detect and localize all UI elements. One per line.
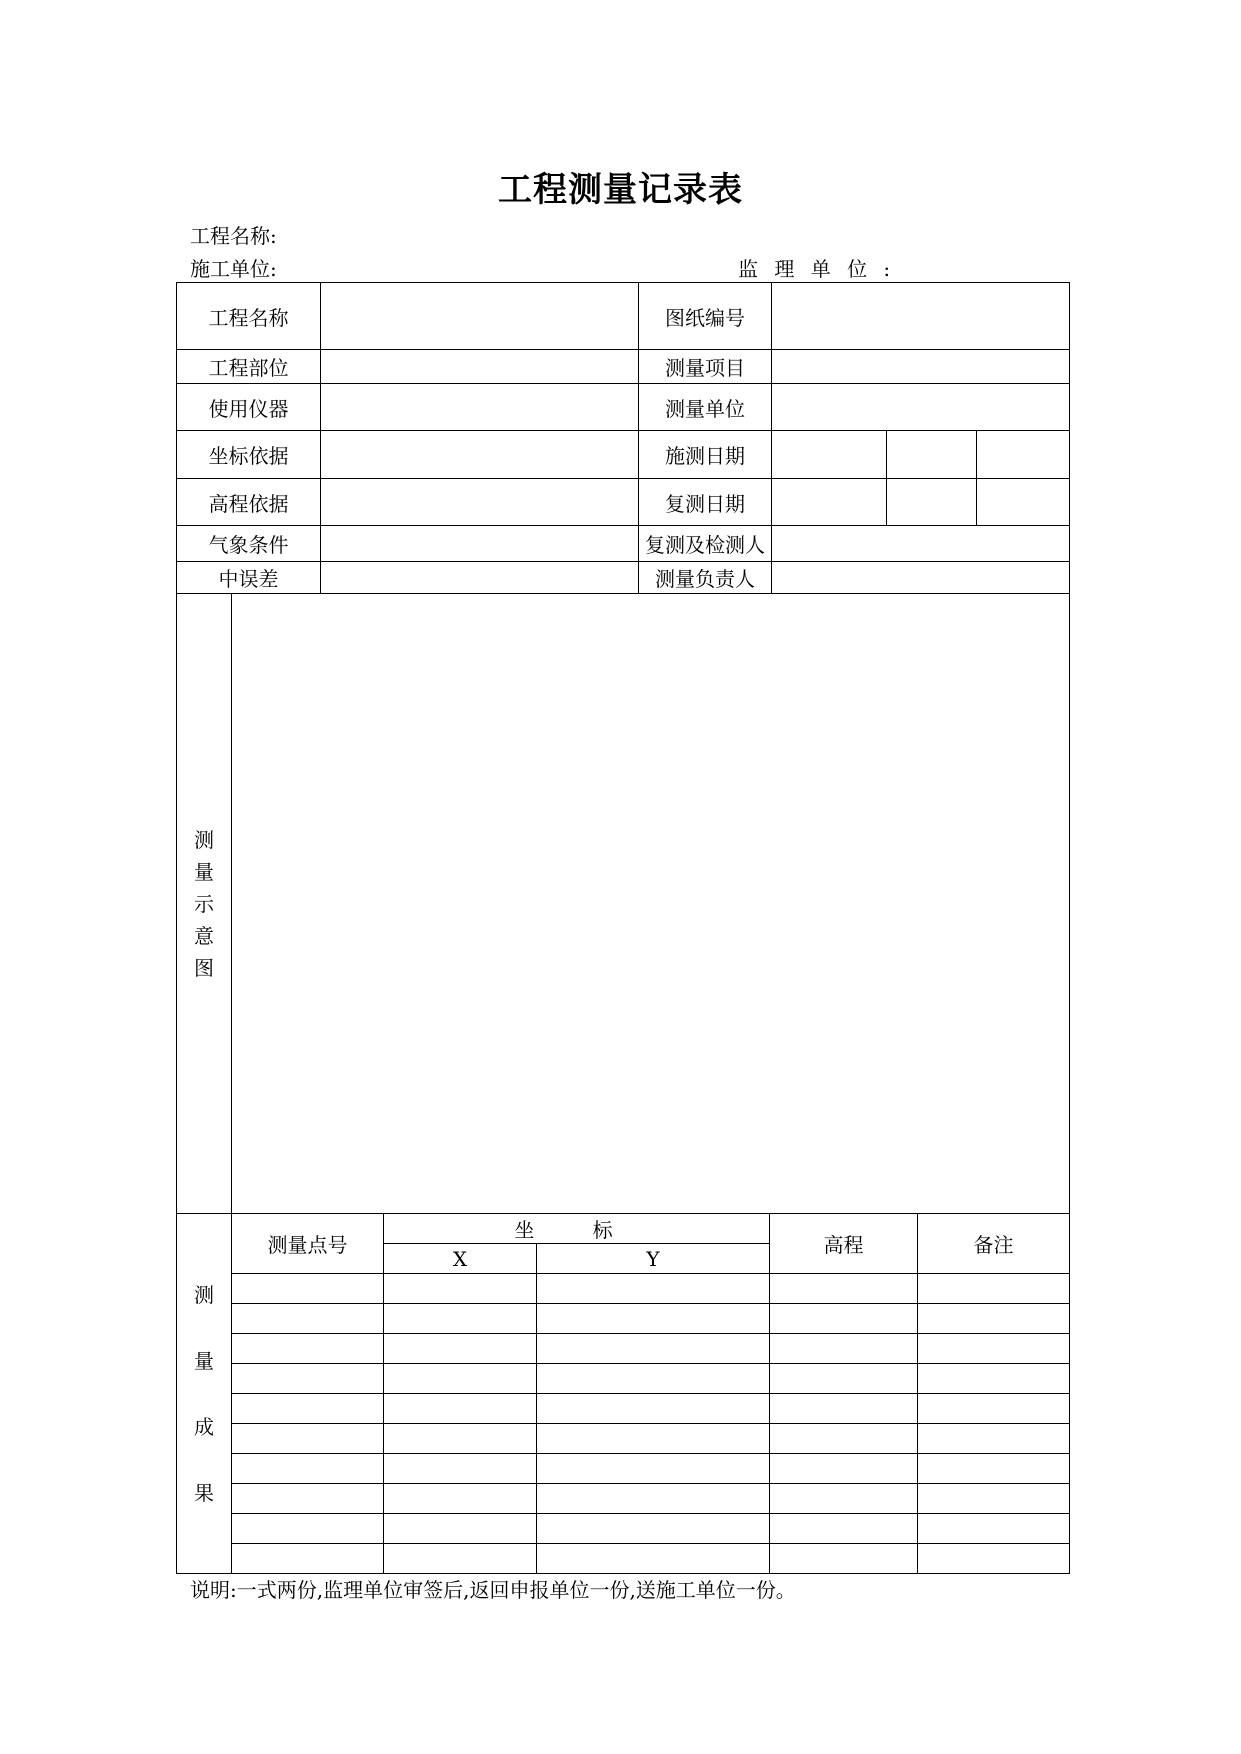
info-label: 高程依据 <box>177 479 321 526</box>
info-label: 复测及检测人 <box>639 526 772 562</box>
results-label-char: 测 <box>194 1282 214 1307</box>
elevation-cell[interactable] <box>770 1274 918 1304</box>
y-cell[interactable] <box>537 1544 770 1574</box>
column-header-coordinate: 坐 标 <box>384 1214 770 1244</box>
point-no-cell[interactable] <box>232 1454 384 1484</box>
sketch-label <box>177 594 232 1214</box>
results-label-char: 果 <box>194 1480 214 1505</box>
point-no-cell[interactable] <box>232 1424 384 1454</box>
table-row <box>177 1454 1070 1484</box>
info-row <box>177 526 1070 562</box>
column-header-x: X <box>384 1244 537 1274</box>
info-value-cell[interactable] <box>321 562 639 594</box>
sketch-label-char: 量 <box>194 859 214 884</box>
column-header-point-no: 测量点号 <box>232 1214 384 1274</box>
table-row <box>177 1424 1070 1454</box>
date-cell[interactable] <box>977 479 1070 526</box>
column-header-remarks: 备注 <box>918 1214 1070 1274</box>
page-title: 工程测量记录表 <box>498 170 743 210</box>
info-label: 工程部位 <box>177 350 321 384</box>
table-row <box>177 1514 1070 1544</box>
date-cell[interactable] <box>887 479 977 526</box>
x-cell[interactable] <box>384 1424 537 1454</box>
results-label-char: 成 <box>194 1414 214 1439</box>
info-row <box>177 350 1070 384</box>
point-no-cell[interactable] <box>232 1364 384 1394</box>
sketch-label-char: 图 <box>194 955 214 980</box>
y-cell[interactable] <box>537 1274 770 1304</box>
column-header-elevation: 高程 <box>770 1214 918 1274</box>
x-cell[interactable] <box>384 1484 537 1514</box>
table-row <box>177 1334 1070 1364</box>
info-label: 复测日期 <box>639 479 772 526</box>
y-cell[interactable] <box>537 1304 770 1334</box>
info-label: 图纸编号 <box>639 283 772 350</box>
info-label: 气象条件 <box>177 526 321 562</box>
supervision-unit-label: 监 理 单 位 : <box>738 257 896 281</box>
x-cell[interactable] <box>384 1454 537 1484</box>
elevation-cell[interactable] <box>770 1454 918 1484</box>
x-cell[interactable] <box>384 1394 537 1424</box>
elevation-cell[interactable] <box>770 1364 918 1394</box>
date-cell[interactable] <box>977 431 1070 479</box>
table-row <box>177 1304 1070 1334</box>
footer-note: 说明:一式两份,监理单位审签后,返回申报单位一份,送施工单位一份。 <box>190 1578 796 1602</box>
info-value-cell[interactable] <box>321 431 639 479</box>
x-cell[interactable] <box>384 1364 537 1394</box>
point-no-cell[interactable] <box>232 1394 384 1424</box>
remarks-cell[interactable] <box>918 1364 1070 1394</box>
y-cell[interactable] <box>537 1364 770 1394</box>
date-cell[interactable] <box>887 431 977 479</box>
elevation-cell[interactable] <box>770 1514 918 1544</box>
info-row <box>177 384 1070 431</box>
point-no-cell[interactable] <box>232 1544 384 1574</box>
y-cell[interactable] <box>537 1394 770 1424</box>
results-label <box>177 1214 232 1574</box>
point-no-cell[interactable] <box>232 1274 384 1304</box>
y-cell[interactable] <box>537 1454 770 1484</box>
remarks-cell[interactable] <box>918 1334 1070 1364</box>
sketch-label-char: 测 <box>194 827 214 852</box>
remarks-cell[interactable] <box>918 1394 1070 1424</box>
info-label: 工程名称 <box>177 283 321 350</box>
info-label: 施测日期 <box>639 431 772 479</box>
x-cell[interactable] <box>384 1334 537 1364</box>
info-label: 测量单位 <box>639 384 772 431</box>
construction-unit-label: 施工单位: <box>190 257 277 281</box>
info-row <box>177 431 1070 479</box>
x-cell[interactable] <box>384 1544 537 1574</box>
info-value-cell[interactable] <box>772 283 1070 350</box>
point-no-cell[interactable] <box>232 1334 384 1364</box>
x-cell[interactable] <box>384 1274 537 1304</box>
project-name-label: 工程名称: <box>190 224 277 248</box>
y-cell[interactable] <box>537 1484 770 1514</box>
info-table <box>176 282 1070 594</box>
date-cell[interactable] <box>772 431 887 479</box>
info-value-cell[interactable] <box>772 350 1070 384</box>
info-row <box>177 283 1070 350</box>
results-label-char: 量 <box>194 1348 214 1373</box>
remarks-cell[interactable] <box>918 1454 1070 1484</box>
info-value-cell[interactable] <box>321 384 639 431</box>
info-value-cell[interactable] <box>321 283 639 350</box>
info-label: 测量项目 <box>639 350 772 384</box>
info-value-cell[interactable] <box>321 350 639 384</box>
y-cell[interactable] <box>537 1334 770 1364</box>
elevation-cell[interactable] <box>770 1394 918 1424</box>
x-cell[interactable] <box>384 1304 537 1334</box>
point-no-cell[interactable] <box>232 1484 384 1514</box>
table-row <box>177 1274 1070 1304</box>
y-cell[interactable] <box>537 1514 770 1544</box>
sketch-area[interactable] <box>232 594 1070 1214</box>
table-row <box>177 1484 1070 1514</box>
info-value-cell[interactable] <box>772 562 1070 594</box>
results-table <box>176 1213 1070 1574</box>
x-cell[interactable] <box>384 1514 537 1544</box>
y-cell[interactable] <box>537 1424 770 1454</box>
column-header-y: Y <box>537 1244 770 1274</box>
remarks-cell[interactable] <box>918 1514 1070 1544</box>
info-row <box>177 562 1070 594</box>
info-value-cell[interactable] <box>772 526 1070 562</box>
point-no-cell[interactable] <box>232 1514 384 1544</box>
info-value-cell[interactable] <box>772 384 1070 431</box>
info-label: 测量负责人 <box>639 562 772 594</box>
remarks-cell[interactable] <box>918 1484 1070 1514</box>
elevation-cell[interactable] <box>770 1424 918 1454</box>
info-row <box>177 479 1070 526</box>
point-no-cell[interactable] <box>232 1304 384 1334</box>
elevation-cell[interactable] <box>770 1484 918 1514</box>
table-row <box>177 1364 1070 1394</box>
elevation-cell[interactable] <box>770 1304 918 1334</box>
sketch-table <box>176 593 1070 1214</box>
remarks-cell[interactable] <box>918 1424 1070 1454</box>
info-value-cell[interactable] <box>321 526 639 562</box>
date-cell[interactable] <box>772 479 887 526</box>
elevation-cell[interactable] <box>770 1544 918 1574</box>
info-label: 中误差 <box>177 562 321 594</box>
info-label: 坐标依据 <box>177 431 321 479</box>
sketch-label-char: 示 <box>194 891 214 916</box>
sketch-label-char: 意 <box>194 923 214 948</box>
table-row <box>177 1544 1070 1574</box>
table-row <box>177 1394 1070 1424</box>
remarks-cell[interactable] <box>918 1274 1070 1304</box>
remarks-cell[interactable] <box>918 1544 1070 1574</box>
info-value-cell[interactable] <box>321 479 639 526</box>
remarks-cell[interactable] <box>918 1304 1070 1334</box>
elevation-cell[interactable] <box>770 1334 918 1364</box>
info-label: 使用仪器 <box>177 384 321 431</box>
